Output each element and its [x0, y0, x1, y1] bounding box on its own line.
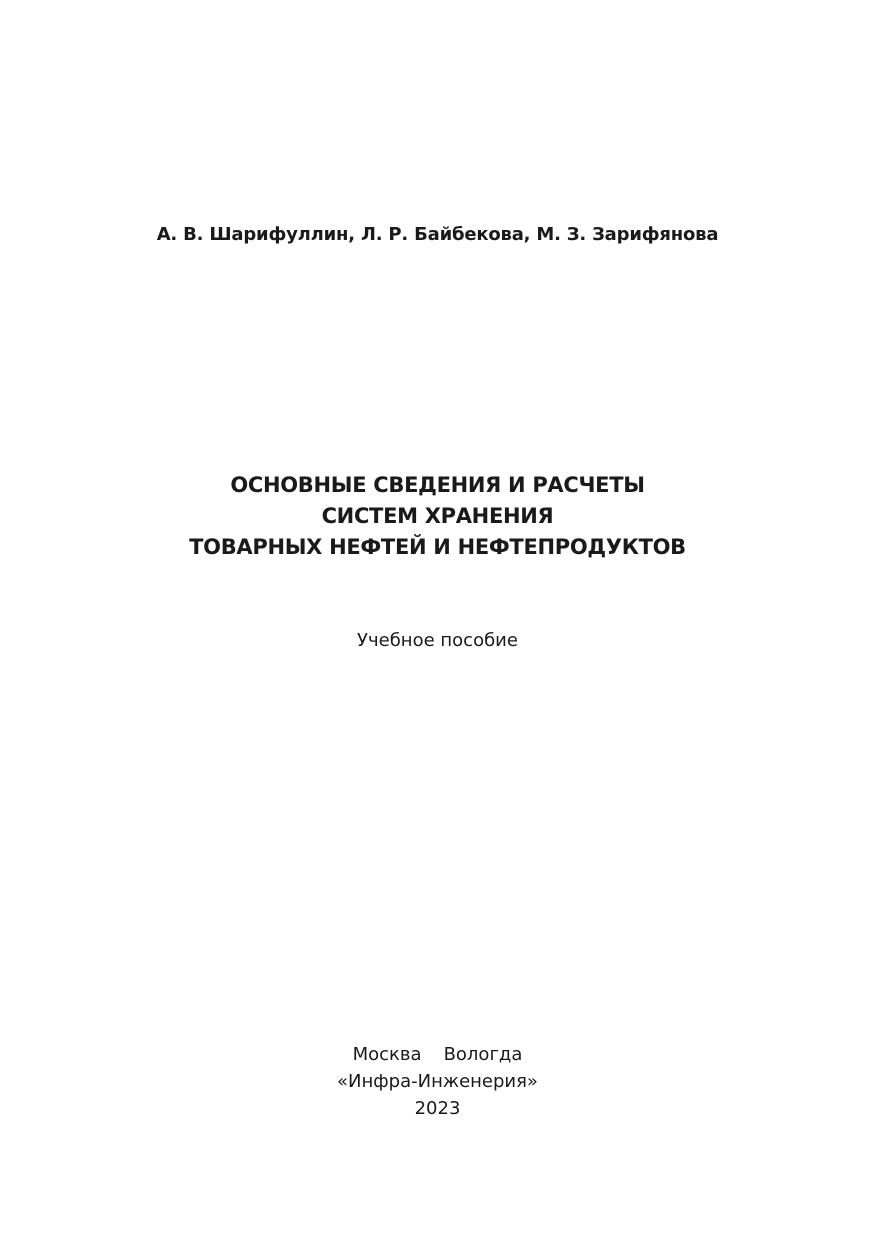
book-title — [0, 470, 875, 563]
imprint-cities — [0, 1041, 875, 1068]
book-title-line-2: СИСТЕМ ХРАНЕНИЯ — [321, 504, 554, 528]
imprint-year: 2023 — [414, 1098, 461, 1119]
book-title-line-1: ОСНОВНЫЕ СВЕДЕНИЯ И РАСЧЕТЫ — [230, 473, 645, 497]
imprint — [0, 1041, 875, 1122]
authors: А. В. Шарифуллин, Л. Р. Байбекова, М. З. Зарифянова — [156, 224, 719, 245]
imprint-city-vologda: Вологда — [443, 1044, 523, 1065]
imprint-publisher: «Инфра-Инженерия» — [337, 1071, 538, 1092]
publication-type: Учебное пособие — [357, 630, 518, 651]
imprint-city-moscow: Москва — [352, 1044, 422, 1065]
book-title-line-3: ТОВАРНЫХ НЕФТЕЙ И НЕФТЕПРОДУКТОВ — [189, 535, 686, 559]
